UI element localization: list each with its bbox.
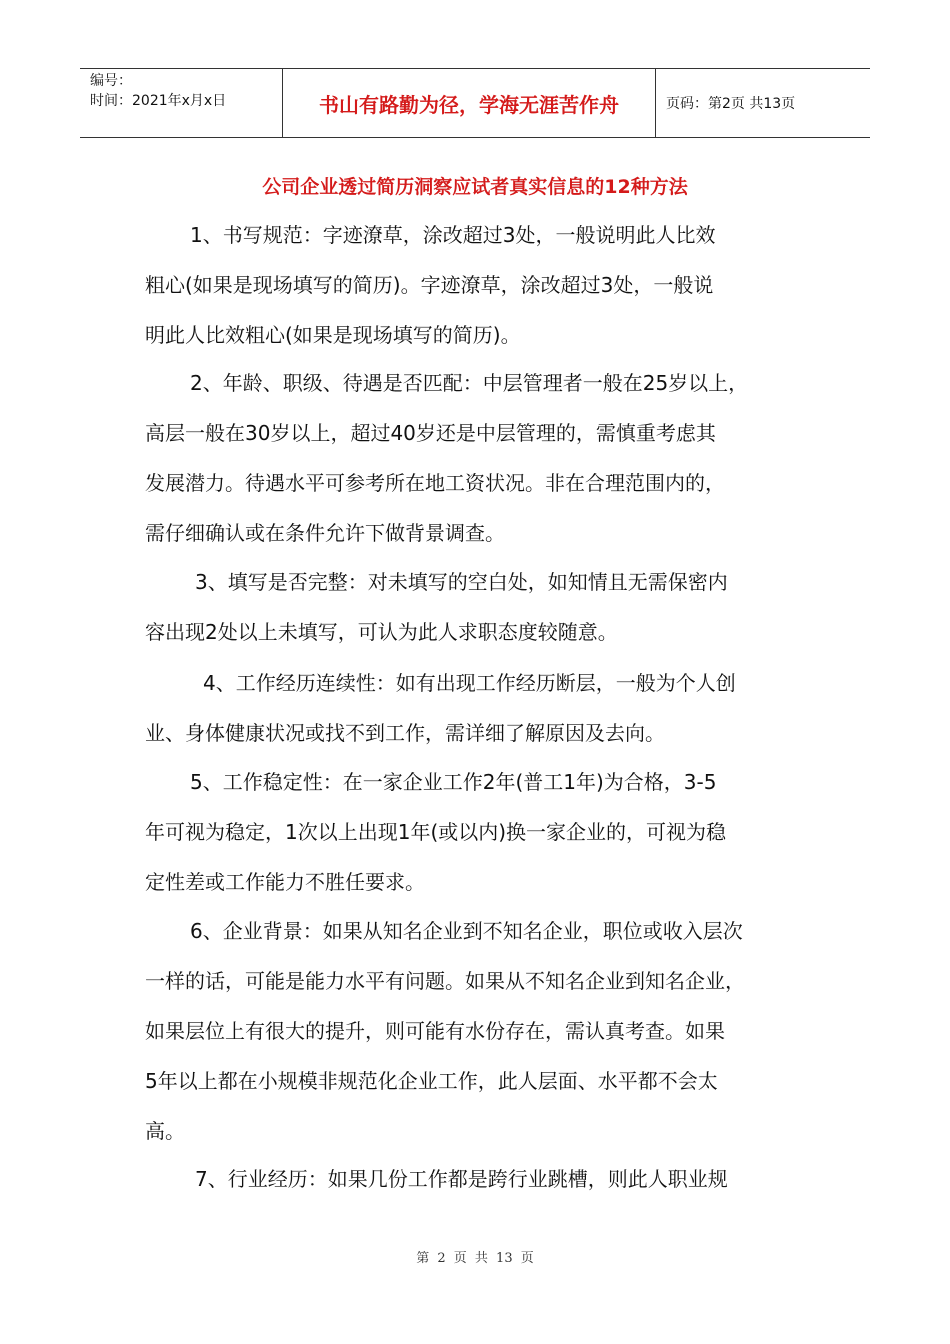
paragraph-1 <box>145 210 810 360</box>
paragraph-line: 需仔细确认或在条件允许下做背景调查。 <box>145 521 505 545</box>
page-header <box>80 68 870 138</box>
document-number-label: 编号： <box>90 73 132 89</box>
header-motto-cell <box>283 69 656 137</box>
document-title: 公司企业透过简历洞察应试者真实信息的12种方法 <box>262 176 688 198</box>
page-footer: 第 2 页 共 13 页 <box>416 1251 534 1266</box>
paragraph-line: 6、企业背景：如果从知名企业到不知名企业，职位或收入层次 <box>190 919 743 943</box>
header-page-cell <box>656 69 870 137</box>
paragraph-line: 年可视为稳定，1次以上出现1年(或以内)换一家企业的，可视为稳 <box>145 820 727 844</box>
paragraph-line: 定性差或工作能力不胜任要求。 <box>145 870 425 894</box>
paragraph-line: 如果层位上有很大的提升，则可能有水份存在，需认真考查。如果 <box>145 1019 725 1043</box>
paragraph-line: 一样的话，可能是能力水平有问题。如果从不知名企业到知名企业， <box>145 969 745 993</box>
paragraph-4 <box>145 658 810 758</box>
paragraph-line: 3、填写是否完整：对未填写的空白处，如知情且无需保密内 <box>195 570 728 594</box>
paragraph-7 <box>145 1154 810 1204</box>
paragraph-line: 明此人比效粗心(如果是现场填写的简历)。 <box>145 323 521 347</box>
document-time-label: 时间：2021年x月x日 <box>90 93 227 109</box>
paragraph-line: 4、工作经历连续性：如有出现工作经历断层，一般为个人创 <box>203 671 736 695</box>
paragraph-line: 粗心(如果是现场填写的简历)。字迹潦草，涂改超过3处，一般说 <box>145 273 714 297</box>
header-page-info: 页码：第2页 共13页 <box>666 96 796 112</box>
header-meta <box>80 69 283 137</box>
paragraph-line: 高。 <box>145 1119 185 1143</box>
paragraph-line: 业、身体健康状况或找不到工作，需详细了解原因及去向。 <box>145 721 665 745</box>
paragraph-line: 2、年龄、职级、待遇是否匹配：中层管理者一般在25岁以上， <box>190 371 749 395</box>
paragraph-line: 发展潜力。待遇水平可参考所在地工资状况。非在合理范围内的， <box>145 471 725 495</box>
paragraph-6 <box>145 906 810 1156</box>
paragraph-3 <box>145 557 810 657</box>
paragraph-line: 容出现2处以上未填写，可认为此人求职态度较随意。 <box>145 620 618 644</box>
paragraph-line: 5年以上都在小规模非规范化企业工作，此人层面、水平都不会太 <box>145 1069 718 1093</box>
header-motto: 书山有路勤为径，学海无涯苦作舟 <box>319 92 619 117</box>
paragraph-line: 高层一般在30岁以上，超过40岁还是中层管理的，需慎重考虑其 <box>145 421 716 445</box>
paragraph-line: 7、行业经历：如果几份工作都是跨行业跳槽，则此人职业规 <box>195 1167 728 1191</box>
paragraph-line: 1、书写规范：字迹潦草，涂改超过3处，一般说明此人比效 <box>190 223 716 247</box>
paragraph-2 <box>145 358 810 558</box>
paragraph-5 <box>145 757 810 907</box>
paragraph-line: 5、工作稳定性：在一家企业工作2年(普工1年)为合格，3-5 <box>190 770 717 794</box>
